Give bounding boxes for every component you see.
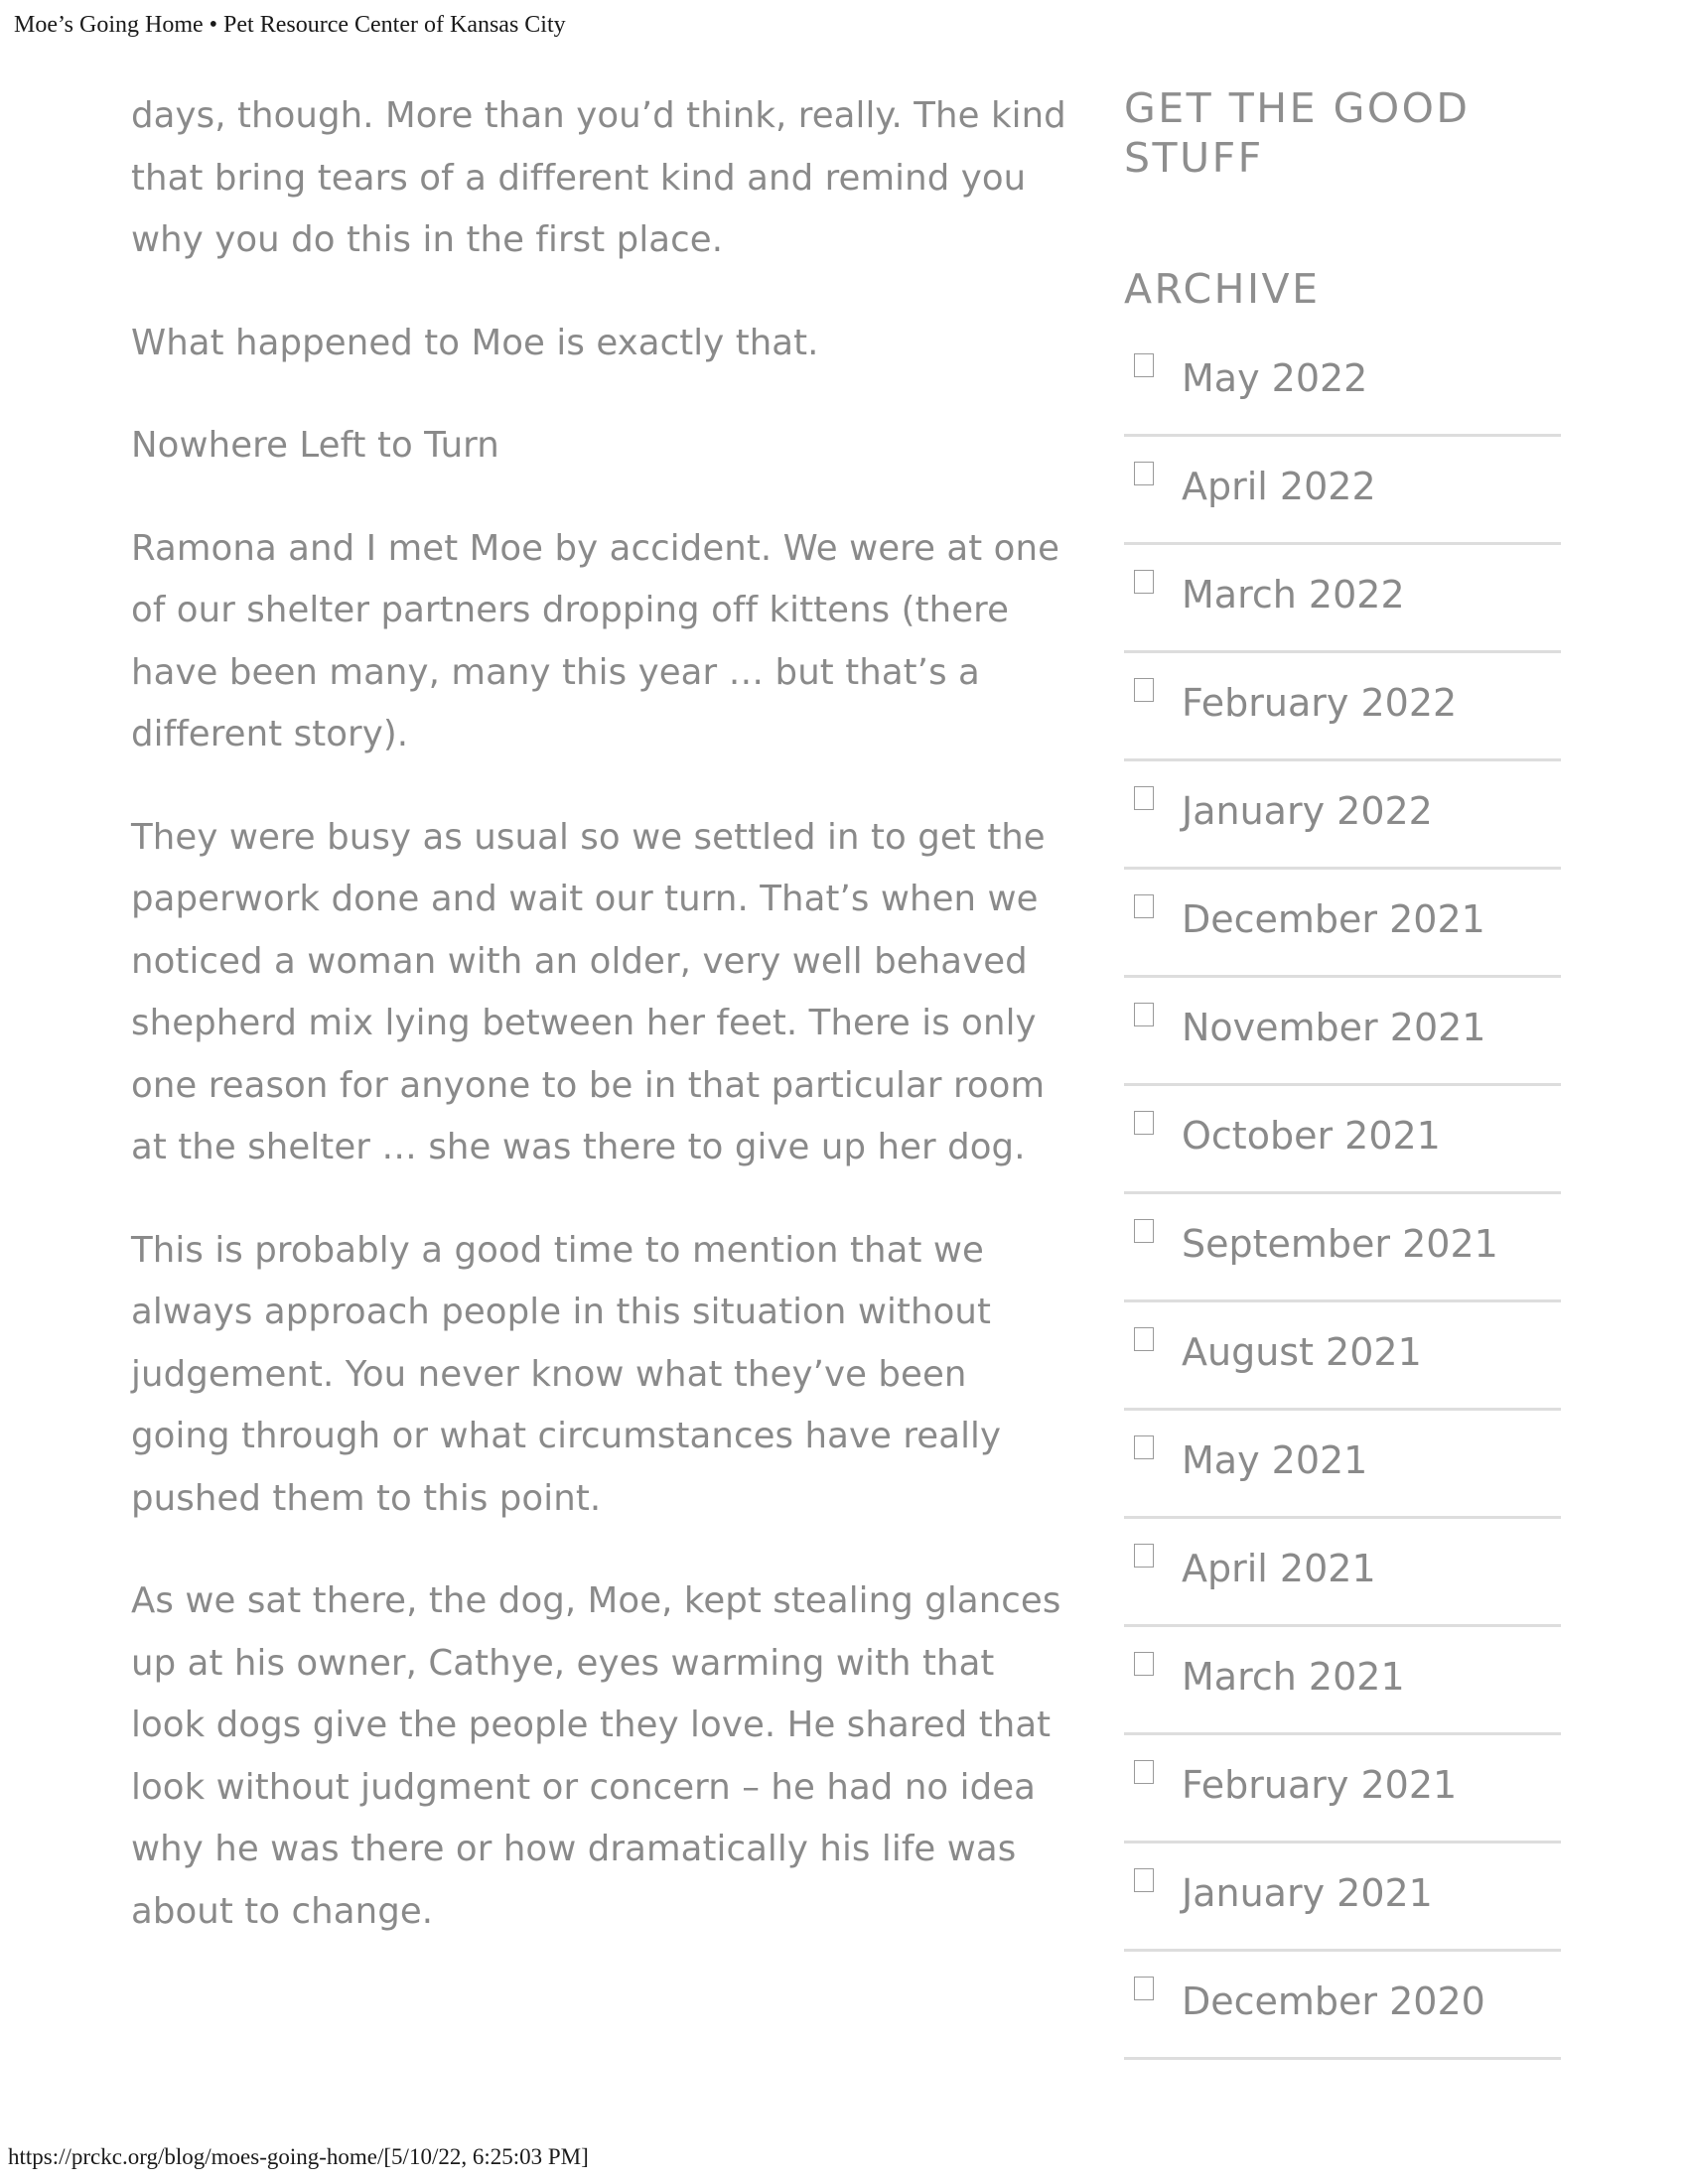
archive-item[interactable] <box>1124 1522 1561 1627</box>
print-footer-url: https://prckc.org/blog/moes-going-home/[5/10/22, 6:25:03 PM] <box>8 2144 589 2169</box>
archive-item[interactable] <box>1124 1414 1561 1519</box>
article-paragraph: They were busy as usual so we settled in to get the paperwork done and wait our turn. That’s when we noticed a woman with an older, very well behaved shepherd mix lying between her feet. There is only one reason for anyone to be in that particular room at the shelter … she was there to give up her dog. <box>131 816 1046 1167</box>
checkbox-icon <box>1134 1977 1154 2000</box>
checkbox-icon <box>1134 678 1154 702</box>
archive-link[interactable]: February 2022 <box>1182 681 1458 725</box>
article-paragraph: days, though. More than you’d think, really. The kind that bring tears of a different kind and remind you why you do this in the first place. <box>131 95 1066 260</box>
checkbox-icon <box>1134 353 1154 377</box>
article-paragraph: Ramona and I met Moe by accident. We were at one of our shelter partners dropping off kittens (there have been many, many this year … but that’s a different story). <box>131 527 1060 754</box>
archive-link[interactable]: May 2021 <box>1182 1438 1368 1482</box>
sidebar <box>1124 83 1561 2063</box>
archive-link[interactable]: February 2021 <box>1182 1763 1458 1807</box>
article-body <box>131 85 1074 1983</box>
checkbox-icon <box>1134 1868 1154 1892</box>
archive-link[interactable]: November 2021 <box>1182 1006 1486 1049</box>
article-paragraph: As we sat there, the dog, Moe, kept stealing glances up at his owner, Cathye, eyes warming with that look dogs give the people they love. He shared that look without judgment or concern – he had no idea why he was there or how dramatically his life was about to change. <box>131 1580 1061 1932</box>
archive-list <box>1124 332 1561 2060</box>
checkbox-icon <box>1134 462 1154 485</box>
archive-item[interactable] <box>1124 1955 1561 2060</box>
print-header-title: Moe’s Going Home • Pet Resource Center of Kansas City <box>14 12 566 38</box>
archive-link[interactable]: September 2021 <box>1182 1222 1498 1266</box>
archive-item[interactable] <box>1124 1630 1561 1735</box>
checkbox-icon <box>1134 1652 1154 1676</box>
archive-item[interactable] <box>1124 548 1561 653</box>
article-paragraph: What happened to Moe is exactly that. <box>131 322 819 363</box>
archive-link[interactable]: January 2022 <box>1182 789 1433 833</box>
archive-link[interactable]: December 2020 <box>1182 1979 1485 2023</box>
good-stuff-heading: GET THE GOOD STUFF <box>1124 84 1471 182</box>
archive-heading: ARCHIVE <box>1124 265 1321 313</box>
archive-link[interactable]: May 2022 <box>1182 356 1368 400</box>
archive-link[interactable]: March 2022 <box>1182 573 1405 616</box>
archive-link[interactable]: August 2021 <box>1182 1330 1422 1374</box>
archive-item[interactable] <box>1124 1738 1561 1843</box>
archive-item[interactable] <box>1124 873 1561 978</box>
archive-link[interactable]: April 2021 <box>1182 1547 1376 1590</box>
checkbox-icon <box>1134 1327 1154 1351</box>
archive-item[interactable] <box>1124 332 1561 437</box>
checkbox-icon <box>1134 1003 1154 1026</box>
article-subheading: Nowhere Left to Turn <box>131 425 499 466</box>
checkbox-icon <box>1134 1544 1154 1568</box>
archive-link[interactable]: April 2022 <box>1182 465 1376 508</box>
checkbox-icon <box>1134 894 1154 918</box>
archive-item[interactable] <box>1124 1846 1561 1952</box>
archive-item[interactable] <box>1124 1089 1561 1194</box>
archive-link[interactable]: January 2021 <box>1182 1871 1433 1915</box>
checkbox-icon <box>1134 1435 1154 1459</box>
archive-item[interactable] <box>1124 1305 1561 1411</box>
archive-item[interactable] <box>1124 1197 1561 1302</box>
archive-link[interactable]: March 2021 <box>1182 1655 1405 1699</box>
archive-item[interactable] <box>1124 440 1561 545</box>
checkbox-icon <box>1134 570 1154 594</box>
checkbox-icon <box>1134 1111 1154 1135</box>
archive-link[interactable]: October 2021 <box>1182 1114 1441 1158</box>
archive-item[interactable] <box>1124 656 1561 761</box>
archive-item[interactable] <box>1124 764 1561 870</box>
checkbox-icon <box>1134 1760 1154 1784</box>
checkbox-icon <box>1134 1219 1154 1243</box>
archive-link[interactable]: December 2021 <box>1182 897 1485 941</box>
archive-item[interactable] <box>1124 981 1561 1086</box>
article-paragraph: This is probably a good time to mention that we always approach people in this situation without judgement. You never know what they’ve been going through or what circumstances have really pushed them to this point. <box>131 1229 1002 1519</box>
checkbox-icon <box>1134 786 1154 810</box>
